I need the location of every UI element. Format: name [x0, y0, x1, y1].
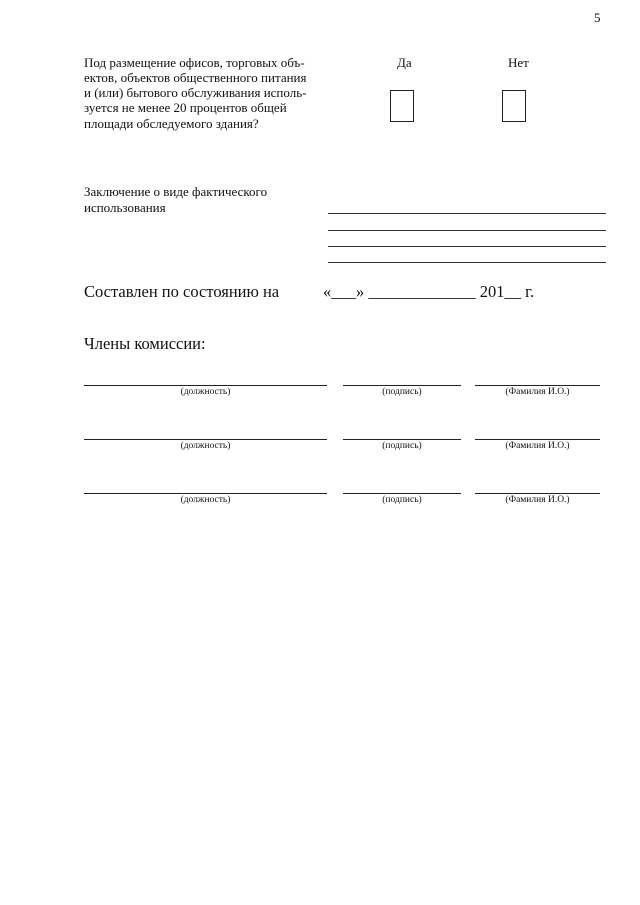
position-caption: (должность): [180, 441, 231, 451]
conclusion-answer-line[interactable]: [328, 230, 606, 231]
question-line: площади обследуемого здания?: [84, 116, 259, 131]
conclusion-answer-line[interactable]: [328, 262, 606, 263]
signature-line[interactable]: [343, 493, 461, 494]
yes-label: Да: [397, 55, 412, 70]
question-line: и (или) бытового обслуживания исполь-: [84, 85, 307, 100]
compiled-label: Составлен по состоянию на: [84, 282, 280, 301]
position-line[interactable]: [84, 493, 327, 494]
name-line[interactable]: [475, 439, 600, 440]
compiled-date-field[interactable]: «___» _____________ 201__ г.: [323, 282, 535, 301]
signature-caption: (подпись): [382, 495, 422, 505]
name-caption: (Фамилия И.О.): [505, 387, 570, 397]
members-heading: Члены комиссии:: [84, 334, 206, 353]
page-number: 5: [594, 10, 601, 25]
signature-caption: (подпись): [382, 441, 422, 451]
name-line[interactable]: [475, 493, 600, 494]
position-caption: (должность): [180, 495, 231, 505]
position-line[interactable]: [84, 385, 327, 386]
name-caption: (Фамилия И.О.): [505, 441, 570, 451]
position-caption: (должность): [180, 387, 231, 397]
question-line: ектов, объектов общественного питания: [84, 70, 307, 85]
no-label: Нет: [508, 55, 529, 70]
position-line[interactable]: [84, 439, 327, 440]
name-caption: (Фамилия И.О.): [505, 495, 570, 505]
signature-caption: (подпись): [382, 387, 422, 397]
question-line: Под размещение офисов, торговых объ-: [84, 55, 305, 70]
signature-line[interactable]: [343, 385, 461, 386]
name-line[interactable]: [475, 385, 600, 386]
signature-line[interactable]: [343, 439, 461, 440]
conclusion-answer-line[interactable]: [328, 213, 606, 214]
question-line: зуется не менее 20 процентов общей: [84, 100, 287, 115]
conclusion-label-line: Заключение о виде фактического: [84, 184, 268, 199]
yes-checkbox[interactable]: [390, 90, 414, 122]
conclusion-label-line: использования: [84, 200, 166, 215]
conclusion-answer-line[interactable]: [328, 246, 606, 247]
no-checkbox[interactable]: [502, 90, 526, 122]
